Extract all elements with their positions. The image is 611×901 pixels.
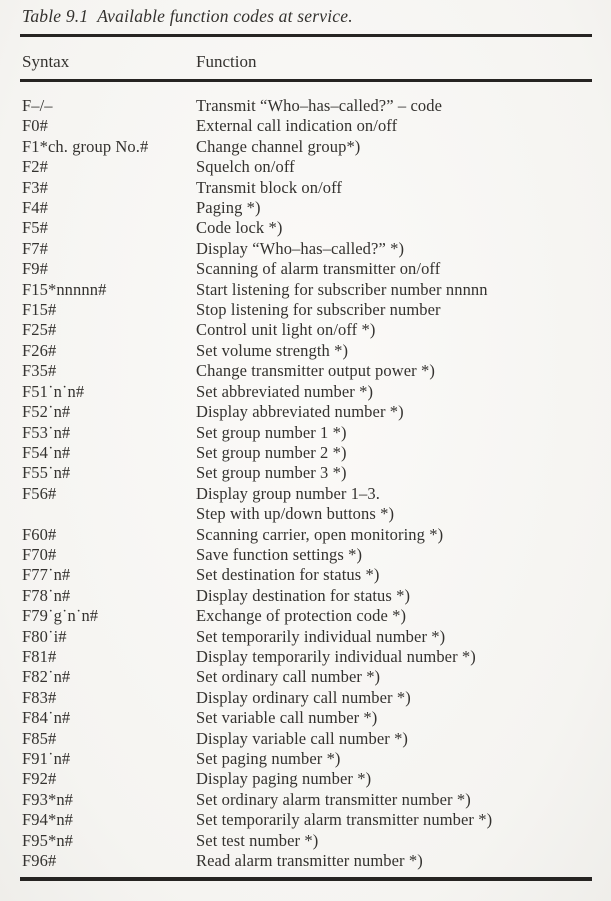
- header-function: Function: [196, 52, 257, 71]
- syntax-cell: F3#: [22, 177, 48, 197]
- table-row: [22, 667, 604, 687]
- function-cell: [196, 157, 604, 177]
- function-line: Stop listening for subscriber number: [196, 300, 441, 320]
- syntax-cell: F5#: [22, 218, 48, 238]
- function-cell: [196, 198, 604, 218]
- function-cell: [196, 667, 604, 687]
- table-row: [22, 402, 604, 422]
- header-syntax: Syntax: [22, 52, 70, 71]
- function-cell: [196, 116, 604, 136]
- function-line: Read alarm transmitter number *): [196, 851, 423, 871]
- function-line: Set paging number *): [196, 749, 341, 768]
- table-row: [22, 443, 604, 463]
- table-row: [22, 586, 604, 606]
- function-line: Set temporarily alarm transmitter number *): [196, 810, 493, 830]
- syntax-cell: F55˙n#: [22, 463, 71, 483]
- table-row: [22, 545, 604, 565]
- function-line: Set ordinary alarm transmitter number *): [196, 789, 471, 809]
- function-line: Change transmitter output power *): [196, 361, 435, 381]
- function-line: Change channel group*): [196, 136, 361, 156]
- table-row: [22, 565, 604, 585]
- function-cell: [196, 606, 604, 626]
- table-row: [22, 259, 604, 279]
- syntax-cell: F51˙n˙n#: [22, 381, 85, 401]
- function-line: Set temporarily individual number *): [196, 626, 446, 646]
- table-row: [22, 239, 604, 259]
- function-cell: [196, 402, 604, 422]
- table-row: [22, 157, 604, 177]
- syntax-cell: F52˙n#: [22, 402, 71, 422]
- table-row: [22, 116, 604, 136]
- syntax-cell: F7#: [22, 238, 48, 258]
- syntax-cell: F26#: [22, 340, 57, 360]
- table-row: [22, 525, 604, 545]
- function-cell: [196, 300, 604, 320]
- table-row: [22, 178, 604, 198]
- syntax-cell: F1*ch. group No.#: [22, 136, 149, 156]
- table-row: [22, 137, 604, 157]
- function-cell: [196, 565, 604, 585]
- syntax-cell: F15#: [22, 300, 57, 320]
- table-row: [22, 851, 604, 871]
- function-line: Save function settings *): [196, 544, 363, 564]
- function-cell: [196, 831, 604, 851]
- function-line: Scanning of alarm transmitter on/off: [196, 259, 441, 279]
- table-row: [22, 361, 604, 381]
- syntax-cell: F9#: [22, 259, 48, 279]
- function-line: Display variable call number *): [196, 728, 409, 748]
- function-line: Scanning carrier, open monitoring *): [196, 524, 444, 544]
- function-cell: [196, 810, 604, 830]
- function-cell: [196, 627, 604, 647]
- syntax-cell: F96#: [22, 851, 57, 871]
- syntax-cell: F92#: [22, 769, 57, 789]
- function-line: Set variable call number *): [196, 708, 378, 728]
- syntax-cell: F77˙n#: [22, 565, 71, 585]
- table-row: [22, 769, 604, 789]
- table-row: [22, 218, 604, 238]
- function-line: Set group number 3 *): [196, 463, 347, 483]
- header-rule: [20, 79, 592, 82]
- function-cell: [196, 749, 604, 769]
- syntax-cell: F93*n#: [22, 789, 74, 809]
- function-cell: [196, 484, 604, 525]
- syntax-cell: F83#: [22, 687, 57, 707]
- function-line: Set group number 1 *): [196, 422, 347, 442]
- function-cell: [196, 769, 604, 789]
- table-row: [22, 688, 604, 708]
- syntax-cell: F54˙n#: [22, 442, 71, 462]
- function-cell: [196, 259, 604, 279]
- table-body: [22, 96, 604, 871]
- function-line: Code lock *): [196, 218, 283, 238]
- syntax-cell: F79˙g˙n˙n#: [22, 606, 99, 626]
- syntax-cell: F84˙n#: [22, 708, 71, 728]
- function-cell: [196, 178, 604, 198]
- table-row: [22, 341, 604, 361]
- syntax-cell: F–/–: [22, 96, 53, 115]
- syntax-cell: F80˙i#: [22, 626, 67, 646]
- function-line: Display abbreviated number *): [196, 402, 404, 422]
- function-line: Display group number 1–3.: [196, 483, 380, 503]
- table-row: [22, 300, 604, 320]
- function-cell: [196, 382, 604, 402]
- function-cell: [196, 729, 604, 749]
- function-cell: [196, 851, 604, 871]
- function-line: Step with up/down buttons *): [196, 504, 395, 524]
- table-row: [22, 320, 604, 340]
- function-cell: [196, 239, 604, 259]
- syntax-cell: F15*nnnnn#: [22, 279, 107, 299]
- syntax-cell: F0#: [22, 116, 48, 136]
- syntax-cell: F56#: [22, 483, 57, 503]
- function-line: Control unit light on/off *): [196, 320, 376, 340]
- function-line: Transmit block on/off: [196, 177, 343, 197]
- function-line: Set abbreviated number *): [196, 381, 374, 401]
- function-line: Set test number *): [196, 830, 319, 850]
- function-cell: [196, 443, 604, 463]
- function-cell: [196, 790, 604, 810]
- table-row: [22, 280, 604, 300]
- function-cell: [196, 525, 604, 545]
- function-line: Exchange of protection code *): [196, 606, 407, 626]
- syntax-cell: F25#: [22, 320, 57, 340]
- table-row: [22, 606, 604, 626]
- function-cell: [196, 361, 604, 381]
- syntax-cell: F81#: [22, 646, 57, 666]
- function-line: External call indication on/off: [196, 116, 398, 136]
- syntax-cell: F4#: [22, 198, 48, 218]
- table-caption: Table 9.1 Available function codes at service.: [22, 6, 353, 26]
- syntax-cell: F78˙n#: [22, 585, 71, 605]
- function-cell: [196, 647, 604, 667]
- table-row: [22, 729, 604, 749]
- function-line: Display “Who–has–called?” *): [196, 238, 405, 258]
- function-line: Set ordinary call number *): [196, 667, 381, 687]
- table-row: [22, 484, 604, 525]
- table-row: [22, 749, 604, 769]
- syntax-cell: F2#: [22, 157, 48, 177]
- table-row: [22, 790, 604, 810]
- function-cell: [196, 423, 604, 443]
- table-row: [22, 382, 604, 402]
- function-cell: [196, 280, 604, 300]
- function-cell: [196, 688, 604, 708]
- table-row: [22, 198, 604, 218]
- function-cell: [196, 586, 604, 606]
- function-line: Display temporarily individual number *): [196, 646, 476, 666]
- function-cell: [196, 96, 604, 116]
- function-line: Start listening for subscriber number nnnnn: [196, 279, 488, 299]
- function-line: Set destination for status *): [196, 565, 380, 585]
- table-row: [22, 810, 604, 830]
- table-row: [22, 708, 604, 728]
- table-row: [22, 463, 604, 483]
- function-cell: [196, 320, 604, 340]
- function-line: Set volume strength *): [196, 340, 349, 360]
- function-cell: [196, 137, 604, 157]
- syntax-cell: F82˙n#: [22, 667, 71, 687]
- function-cell: [196, 463, 604, 483]
- function-line: Display paging number *): [196, 769, 372, 789]
- table-row: [22, 627, 604, 647]
- table-row: [22, 96, 604, 116]
- syntax-cell: F95*n#: [22, 830, 74, 850]
- function-line: Display destination for status *): [196, 585, 411, 605]
- table-row: [22, 831, 604, 851]
- table-row: [22, 423, 604, 443]
- table-row: [22, 647, 604, 667]
- syntax-cell: F91˙n#: [22, 749, 71, 768]
- syntax-cell: F35#: [22, 361, 57, 381]
- function-cell: [196, 218, 604, 238]
- table-header-row: [22, 52, 600, 72]
- syntax-cell: F53˙n#: [22, 422, 71, 442]
- function-line: Display ordinary call number *): [196, 687, 411, 707]
- syntax-cell: F60#: [22, 524, 57, 544]
- top-rule: [20, 34, 592, 37]
- bottom-rule: [20, 877, 592, 881]
- function-line: Squelch on/off: [196, 157, 295, 177]
- function-cell: [196, 341, 604, 361]
- function-line: Transmit “Who–has–called?” – code: [196, 96, 442, 115]
- syntax-cell: F94*n#: [22, 810, 74, 830]
- function-line: Set group number 2 *): [196, 442, 347, 462]
- function-cell: [196, 708, 604, 728]
- syntax-cell: F85#: [22, 728, 57, 748]
- function-cell: [196, 545, 604, 565]
- function-line: Paging *): [196, 198, 261, 218]
- syntax-cell: F70#: [22, 544, 57, 564]
